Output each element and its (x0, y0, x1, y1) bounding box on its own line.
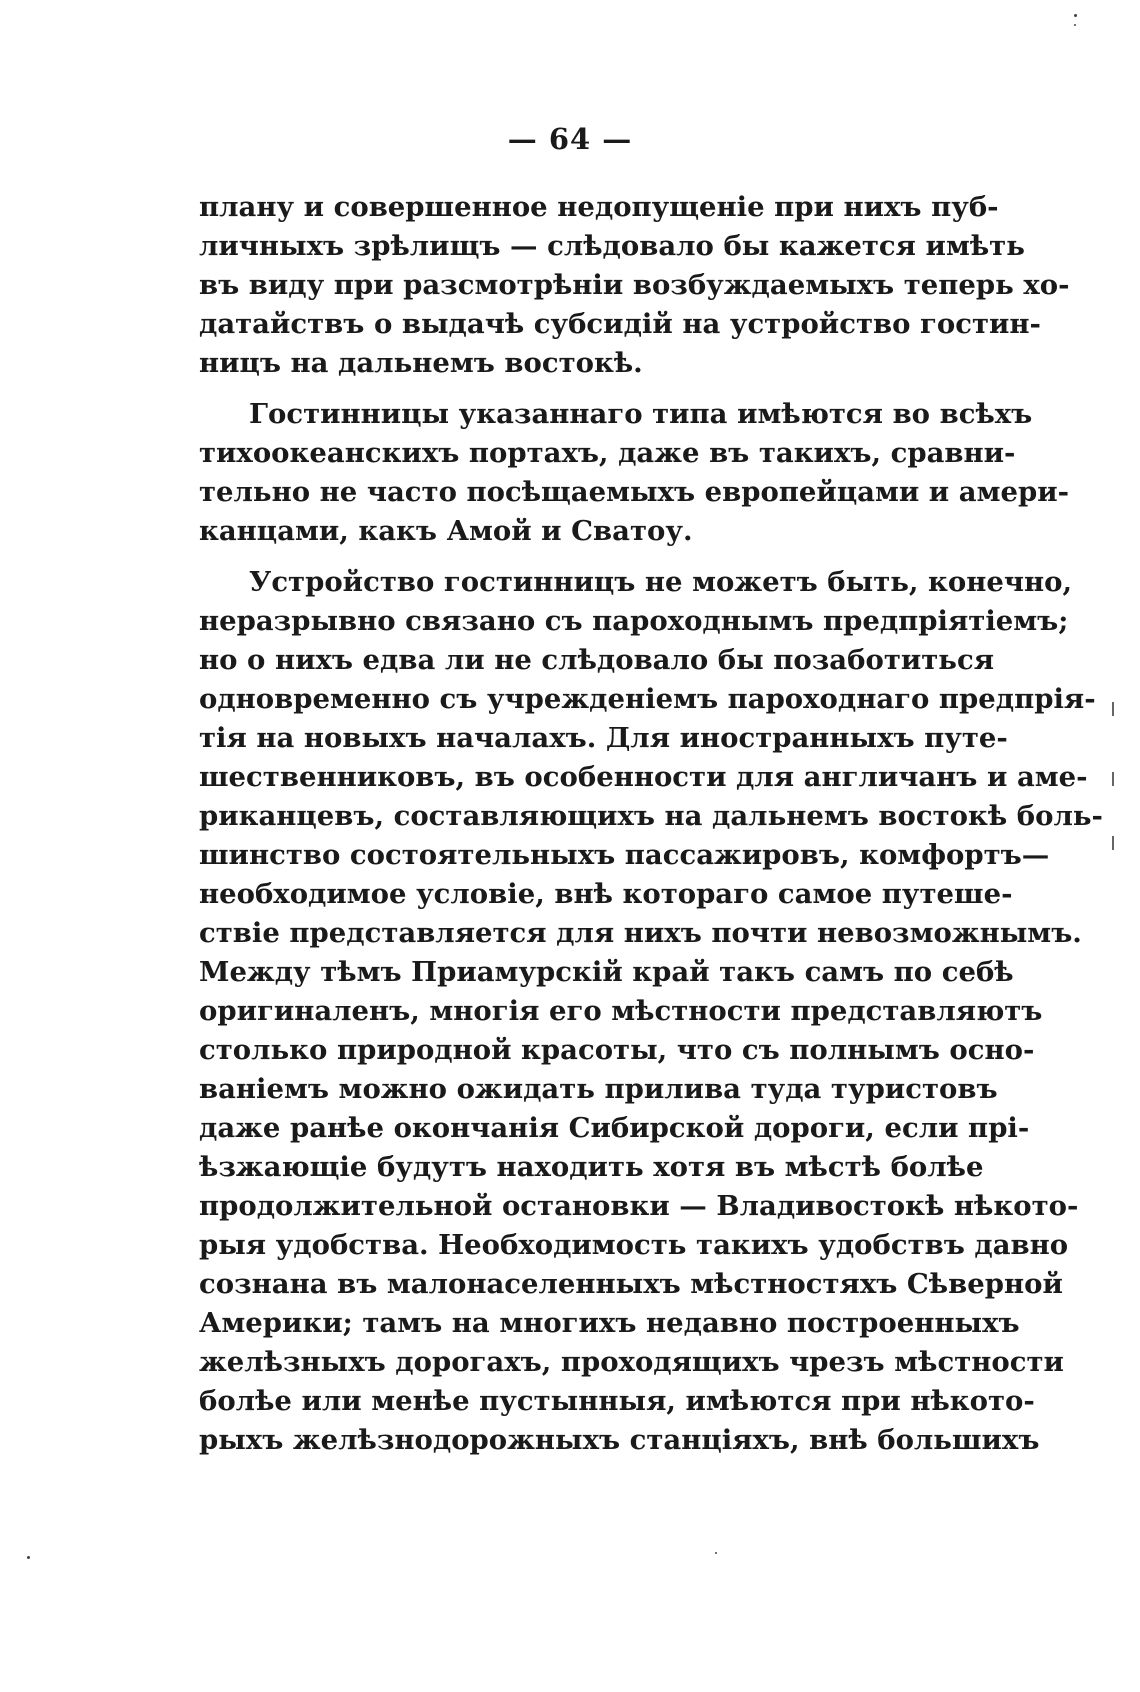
paragraph-2 (199, 395, 1070, 551)
text-line: датайствъ о выдачѣ субсидій на устройство гостин- (199, 308, 1041, 340)
text-line: Гостинницы указаннаго типа имѣются во всѣхъ (249, 398, 1033, 430)
scan-edge-mark (1112, 836, 1114, 850)
text-line: желѣзныхъ дорогахъ, проходящихъ чрезъ мѣстности (199, 1346, 1064, 1378)
page-number: — 64 — (507, 122, 633, 156)
text-line: даже ранѣе окончанія Сибирской дороги, если прі- (199, 1112, 1030, 1144)
text-line: рыя удобства. Необходимость такихъ удобствъ давно (199, 1229, 1069, 1261)
text-line: въ виду при разсмотрѣніи возбуждаемыхъ теперь хо- (199, 269, 1070, 301)
text-line: личныхъ зрѣлищъ — слѣдовало бы кажется имѣть (199, 230, 1025, 262)
scan-speck (1074, 14, 1077, 17)
text-line: ствіе представляется для нихъ почти невозможнымъ. (199, 917, 1082, 949)
text-line: рыхъ желѣзнодорожныхъ станціяхъ, внѣ большихъ (199, 1424, 1040, 1456)
text-line: шественниковъ, въ особенности для англичанъ и аме- (199, 761, 1088, 793)
paragraph-1 (199, 188, 1070, 383)
text-line: болѣе или менѣе пустынныя, имѣются при нѣкото- (199, 1385, 1035, 1417)
paragraph-gap (199, 383, 969, 395)
paragraph-gap (199, 551, 969, 563)
text-line: оригиналенъ, многія его мѣстности представляютъ (199, 995, 1043, 1027)
paragraph-3 (199, 563, 1103, 1460)
text-line: ницъ на дальнемъ востокѣ. (199, 347, 643, 379)
text-line: но о нихъ едва ли не слѣдовало бы позаботиться (199, 644, 995, 676)
scan-edge-mark (1112, 772, 1114, 786)
text-line: продолжительной остановки — Владивостокѣ нѣкото- (199, 1190, 1079, 1222)
text-line: шинство состоятельныхъ пассажировъ, комфортъ— (199, 839, 1050, 871)
body-text (199, 188, 1103, 1460)
scan-edge-mark (1112, 702, 1114, 716)
text-line: Между тѣмъ Приамурскій край такъ самъ по себѣ (199, 956, 1014, 988)
text-line: канцами, какъ Амой и Сватоу. (199, 515, 693, 547)
text-line: ѣзжающіе будутъ находить хотя въ мѣстѣ болѣе (199, 1151, 984, 1183)
scan-speck (27, 1556, 30, 1559)
text-line: неразрывно связано съ пароходнымъ предпріятіемъ; (199, 605, 1069, 637)
scan-speck (1074, 24, 1076, 26)
text-line: Устройство гостинницъ не можетъ быть, конечно, (249, 566, 1073, 598)
text-line: тихоокеанскихъ портахъ, даже въ такихъ, сравни- (199, 437, 1016, 469)
text-line: тельно не часто посѣщаемыхъ европейцами и амери- (199, 476, 1070, 508)
scan-speck (715, 1552, 717, 1554)
text-line: Америки; тамъ на многихъ недавно построенныхъ (199, 1307, 1020, 1339)
text-line: тія на новыхъ началахъ. Для иностранныхъ путе- (199, 722, 1008, 754)
text-line: плану и совершенное недопущеніе при нихъ пуб- (199, 191, 999, 223)
text-line: необходимое условіе, внѣ котораго самое путеше- (199, 878, 1013, 910)
text-line: столько природной красоты, что съ полнымъ осно- (199, 1034, 1035, 1066)
text-line: риканцевъ, составляющихъ на дальнемъ востокѣ боль- (199, 800, 1103, 832)
text-line: одновременно съ учрежденіемъ пароходнаго предпрія- (199, 683, 1096, 715)
text-line: сознана въ малонаселенныхъ мѣстностяхъ Сѣверной (199, 1268, 1063, 1300)
text-line: ваніемъ можно ожидать прилива туда туристовъ (199, 1073, 998, 1105)
